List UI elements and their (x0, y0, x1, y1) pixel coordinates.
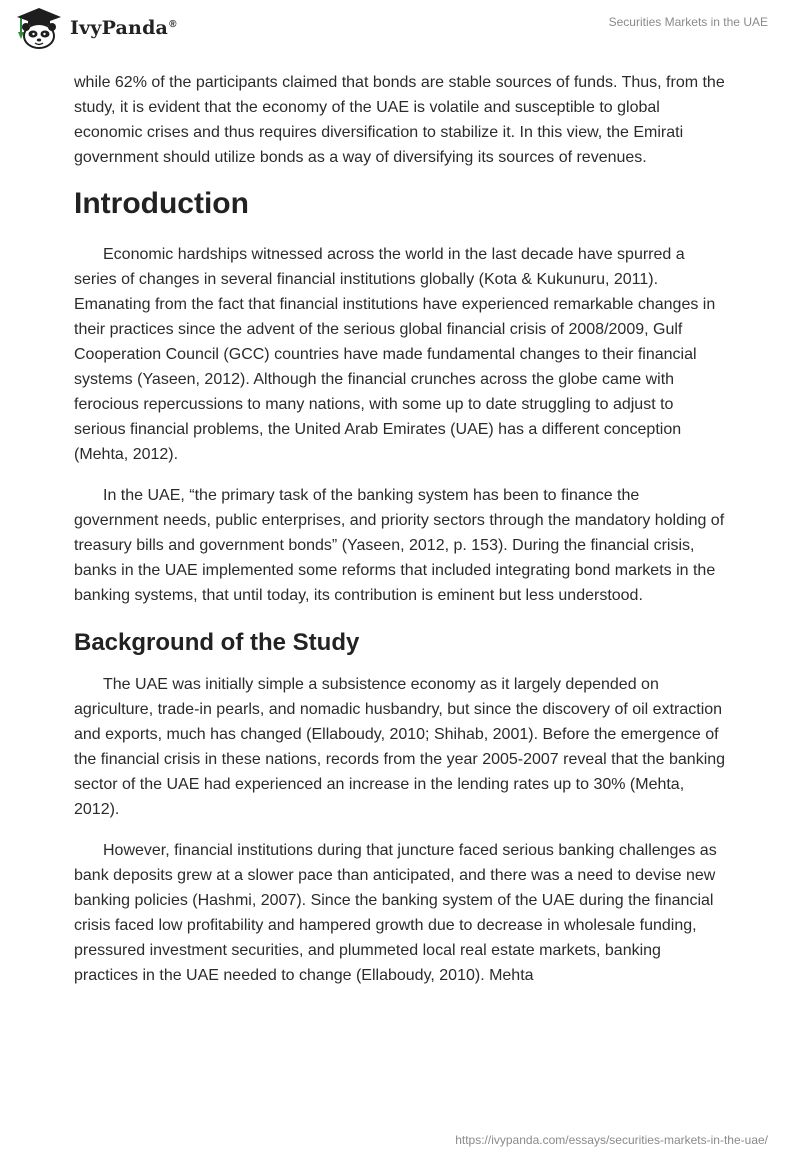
page-header (0, 0, 800, 60)
document-title: Securities Markets in the UAE (608, 15, 768, 29)
logo-wordmark: IvyPanda® (70, 17, 177, 39)
section-heading-introduction: Introduction (74, 187, 249, 220)
paragraph: Economic hardships witnessed across the world in the last decade have spurred a series of changes in several financial institutions globally (Kota & Kukunuru, 2011). Emanating from the fact that financial institutions have experienced remarkable changes in their practices since the advent of the serious global financial crisis of 2008/2009, Gulf Cooperation Council (GCC) countries have made fundamental changes to their financial systems (Yaseen, 2012). Although the financial crunches across the globe came with ferocious repercussions to many nations, with some up to date struggling to adjust to serious financial problems, the United Arab Emirates (UAE) has a different conception (Mehta, 2012). (74, 246, 716, 463)
source-url[interactable]: https://ivypanda.com/essays/securities-markets-in-the-uae/ (455, 1133, 768, 1147)
site-logo[interactable] (14, 6, 177, 50)
essay-content (74, 70, 726, 1004)
paragraph-continued: while 62% of the participants claimed that bonds are stable sources of funds. Thus, from the study, it is evident that the economy of the UAE is volatile and susceptible to global economic crises and thus requires diversification to stabilize it. In this view, the Emirati government should utilize bonds as a way of diversifying its sources of revenues. (74, 74, 725, 166)
paragraph: In the UAE, “the primary task of the banking system has been to finance the government needs, public enterprises, and priority sectors through the mandatory holding of treasury bills and government bonds” (Yaseen, 2012, p. 153). During the financial crisis, banks in the UAE implemented some reforms that included integrating bond markets in the banking systems, that until today, its contribution is eminent but less understood. (74, 487, 725, 604)
paragraph: The UAE was initially simple a subsistence economy as it largely depended on agriculture, trade-in pearls, and nomadic husbandry, but since the discovery of oil extraction and exports, much has changed (Ellaboudy, 2010; Shihab, 2001). Before the emergence of the financial crisis in these nations, records from the year 2005-2007 reveal that the banking sector of the UAE had experienced an increase in the lending rates up to 30% (Mehta, 2012). (74, 676, 726, 818)
panda-graduate-icon (14, 6, 64, 50)
paragraph: However, financial institutions during that juncture faced serious banking challenges as bank deposits grew at a slower pace than anticipated, and there was a need to devise new banking policies (Hashmi, 2007). Since the banking system of the UAE during the financial crisis faced low profitability and hampered growth due to decrease in wholesale funding, pressured investment securities, and plummeted local real estate markets, banking practices in the UAE needed to change (Ellaboudy, 2010). Mehta (74, 842, 717, 984)
section-heading-background: Background of the Study (74, 629, 360, 656)
